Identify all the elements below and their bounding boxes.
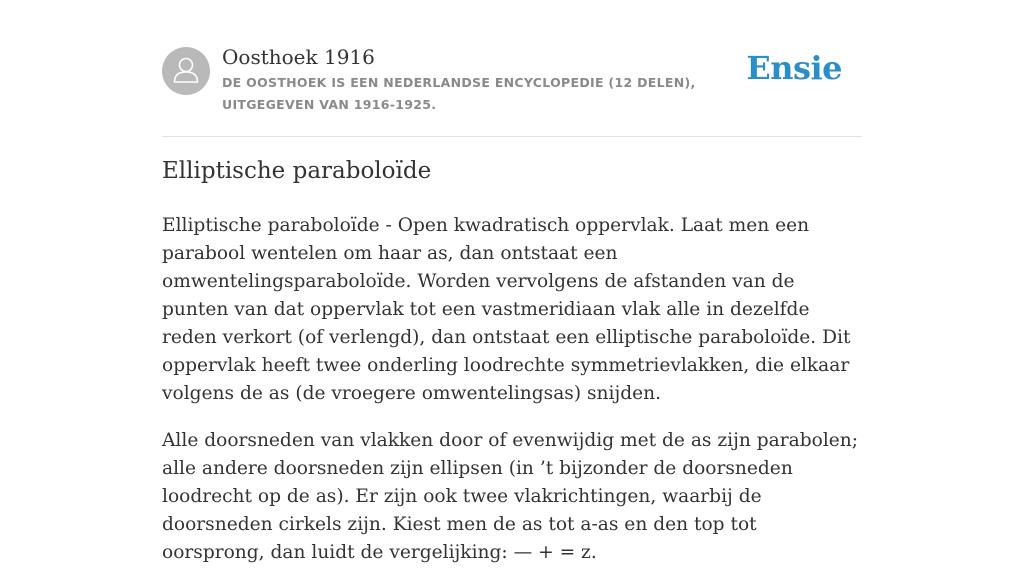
source-name[interactable]: Oosthoek 1916 xyxy=(222,45,375,69)
article-paragraph: Elliptische paraboloïde - Open kwadratisch oppervlak. Laat men een parabool wentelen om haar as, dan ontstaat een omwentelingsparaboloïde. Worden vervolgens de afstanden van de punten van dat oppervlak tot een vastmeridiaan vlak alle in dezelfde reden verkort (of verlengd), dan ontstaat een elliptische paraboloïde. Dit oppervlak heeft twee onderling loodrechte symmetrievlakken, die elkaar volgens de as (de vroegere omwentelingsas) snijden. xyxy=(162,215,851,404)
ensie-logo[interactable]: Ensie xyxy=(746,49,842,87)
source-description: DE OOSTHOEK IS EEN NEDERLANDSE ENCYCLOPEDIE (12 DELEN), UITGEGEVEN VAN 1916-1925. xyxy=(222,75,696,112)
user-silhouette-icon xyxy=(162,47,210,95)
article-paragraph: Alle doorsneden van vlakken door of evenwijdig met de as zijn parabolen; alle andere doorsneden zijn ellipsen (in ’t bijzonder de doorsneden loodrecht op de as). Er zijn ook twee vlakrichtingen, waarbij de doorsneden cirkels zijn. Kiest men de as tot a-as en den top tot oorsprong, dan luidt de vergelijking: — + = z. xyxy=(162,430,859,563)
article-body xyxy=(162,212,862,586)
source-header xyxy=(162,44,862,137)
article-title: Elliptische paraboloïde xyxy=(162,158,432,184)
avatar[interactable] xyxy=(162,47,210,95)
